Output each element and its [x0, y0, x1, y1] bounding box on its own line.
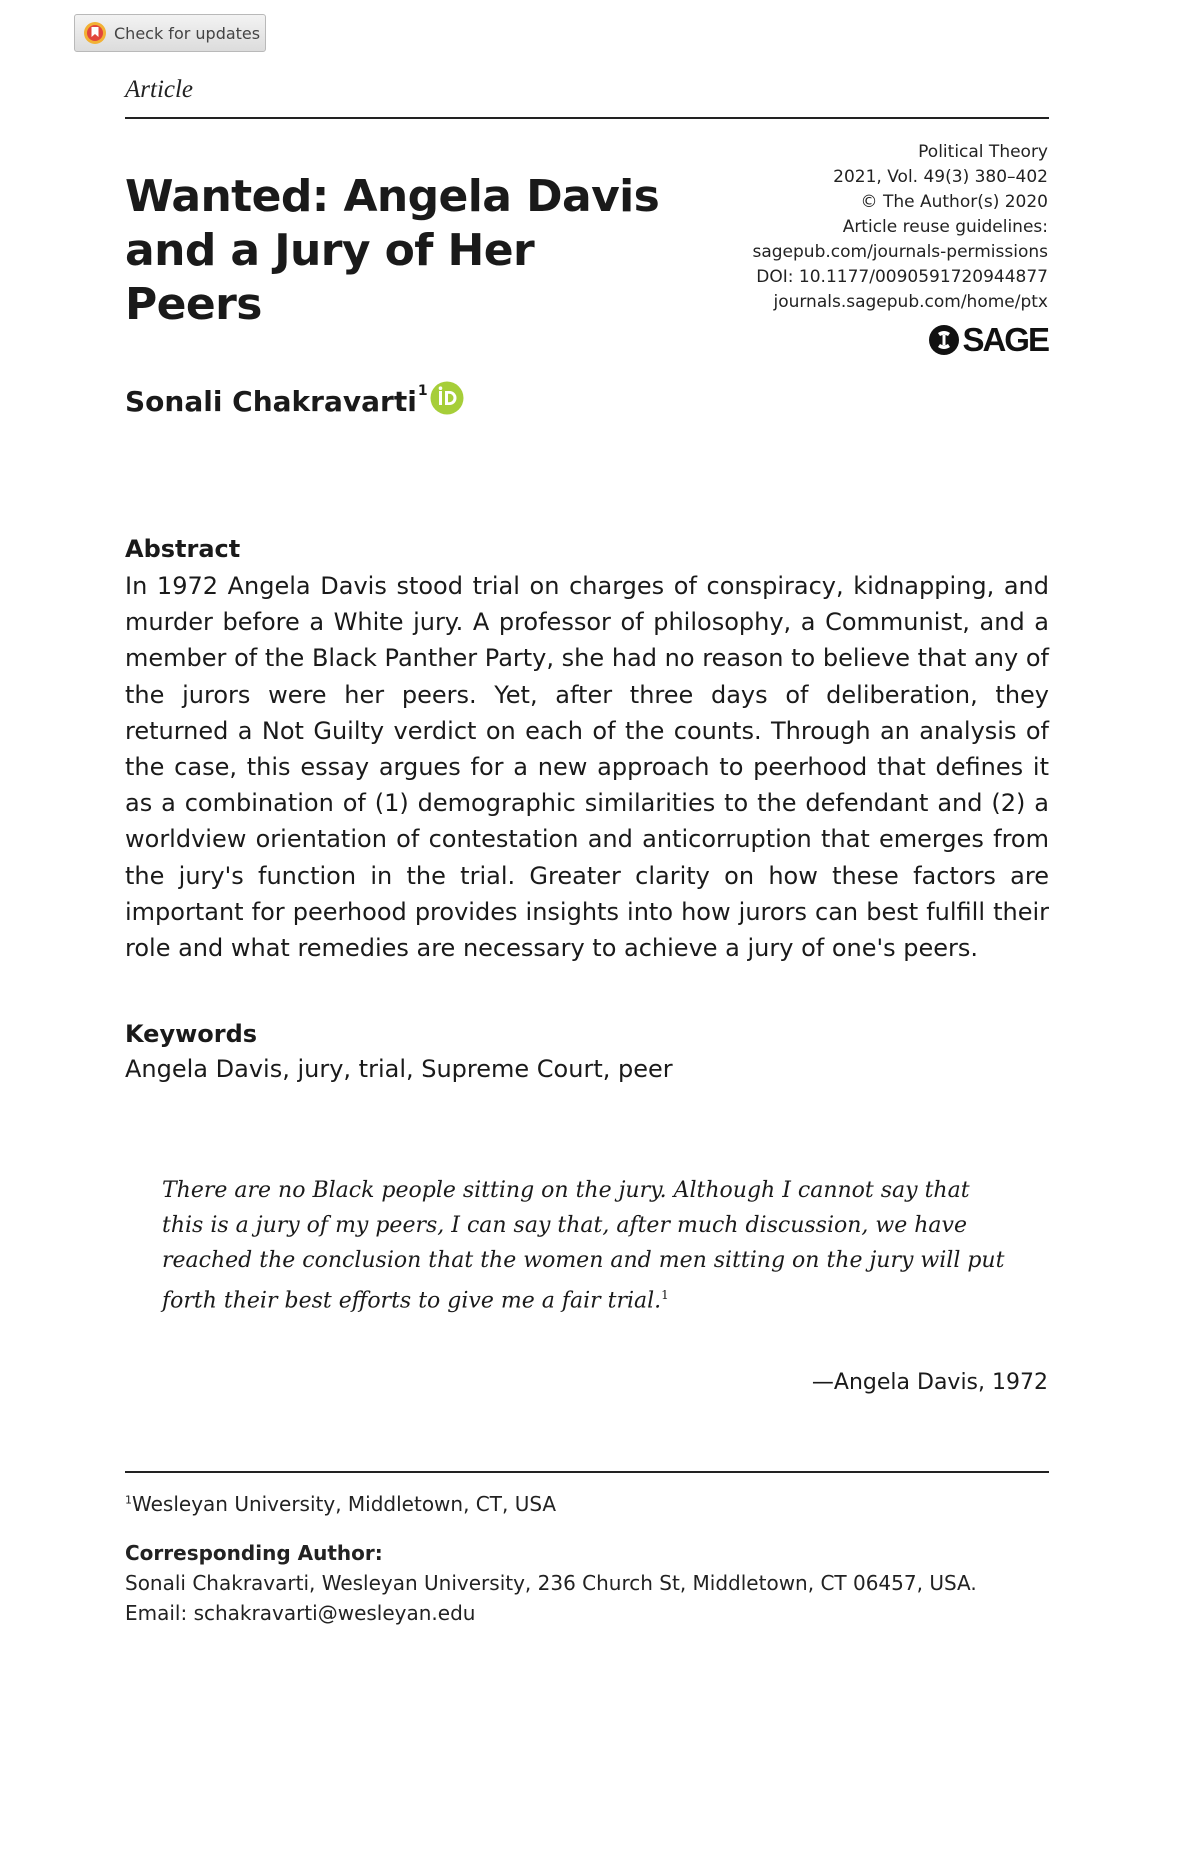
reuse-label: Article reuse guidelines: — [842, 217, 1048, 237]
article-title — [125, 170, 685, 332]
epigraph-text: There are no Black people sitting on the jury. Although I cannot say that this is a jury of my peers, I can say that, after much discussion, we have reached the conclusion that the women and men sitting on the jury will put forth their best efforts to give me a fair trial. — [162, 1178, 1005, 1314]
title-line-2: and a Jury of Her Peers — [125, 225, 535, 330]
copyright: © The Author(s) 2020 — [860, 192, 1048, 212]
affiliation-mark: 1 — [125, 1493, 132, 1507]
check-for-updates-button[interactable] — [74, 14, 266, 52]
epigraph-attribution: —Angela Davis, 1972 — [811, 1370, 1048, 1395]
sage-logo-text: SAGE — [962, 321, 1048, 358]
corresponding-author-email[interactable]: Email: schakravarti@wesleyan.edu — [125, 1601, 476, 1625]
article-type-label: Article — [125, 76, 194, 103]
abstract-text: In 1972 Angela Davis stood trial on charges of conspiracy, kidnapping, and murder before a White jury. A professor of philosophy, a Communist, and a member of the Black Panther Party, she had no reason to believe that any of the jurors were her peers. Yet, after three days of deliberation, they returned a Not Guilty verdict on each of the counts. Through an analysis of the case, this essay argues for a new approach to peerhood that defines it as a combination of (1) demographic similarities to the defendant and (2) a worldview orientation of contestation and anticorruption that emerges from the jury's function in the trial. Greater clarity on how these factors are important for peerhood provides insights into how jurors can best fulfill their role and what remedies are necessary to achieve a jury of one's peers. — [125, 572, 1049, 963]
orcid-icon[interactable] — [430, 381, 464, 415]
keywords-heading: Keywords — [125, 1020, 258, 1048]
sage-logo-mark-icon — [928, 324, 960, 356]
reuse-link[interactable]: sagepub.com/journals-permissions — [752, 242, 1048, 262]
corresponding-author-heading: Corresponding Author: — [125, 1541, 383, 1565]
sage-logo — [928, 322, 1048, 358]
author-affiliation-mark: 1 — [417, 383, 428, 399]
check-for-updates-label: Check for updates — [114, 23, 261, 43]
journal-citation: 2021, Vol. 49(3) 380–402 — [833, 167, 1048, 187]
affiliation-footnote — [125, 1492, 556, 1516]
footnote-divider — [125, 1471, 1049, 1473]
header-divider — [125, 117, 1049, 119]
journal-metadata — [752, 140, 1048, 315]
epigraph-quote — [162, 1173, 1016, 1318]
keywords-text: Angela Davis, jury, trial, Supreme Court, peer — [125, 1055, 673, 1083]
abstract-heading: Abstract — [125, 535, 241, 563]
author-line — [125, 385, 464, 418]
title-line-1: Wanted: Angela Davis — [125, 171, 660, 222]
affiliation-text: Wesleyan University, Middletown, CT, USA — [132, 1492, 557, 1516]
doi-link[interactable]: DOI: 10.1177/0090591720944877 — [756, 267, 1048, 287]
journal-homepage-link[interactable]: journals.sagepub.com/home/ptx — [773, 292, 1048, 312]
journal-name: Political Theory — [918, 142, 1048, 162]
epigraph-note-mark[interactable]: 1 — [661, 1288, 669, 1302]
author-name: Sonali Chakravarti — [125, 385, 417, 418]
crossmark-icon — [83, 21, 107, 45]
corresponding-author-address: Sonali Chakravarti, Wesleyan University, 236 Church St, Middletown, CT 06457, USA. — [125, 1571, 977, 1595]
